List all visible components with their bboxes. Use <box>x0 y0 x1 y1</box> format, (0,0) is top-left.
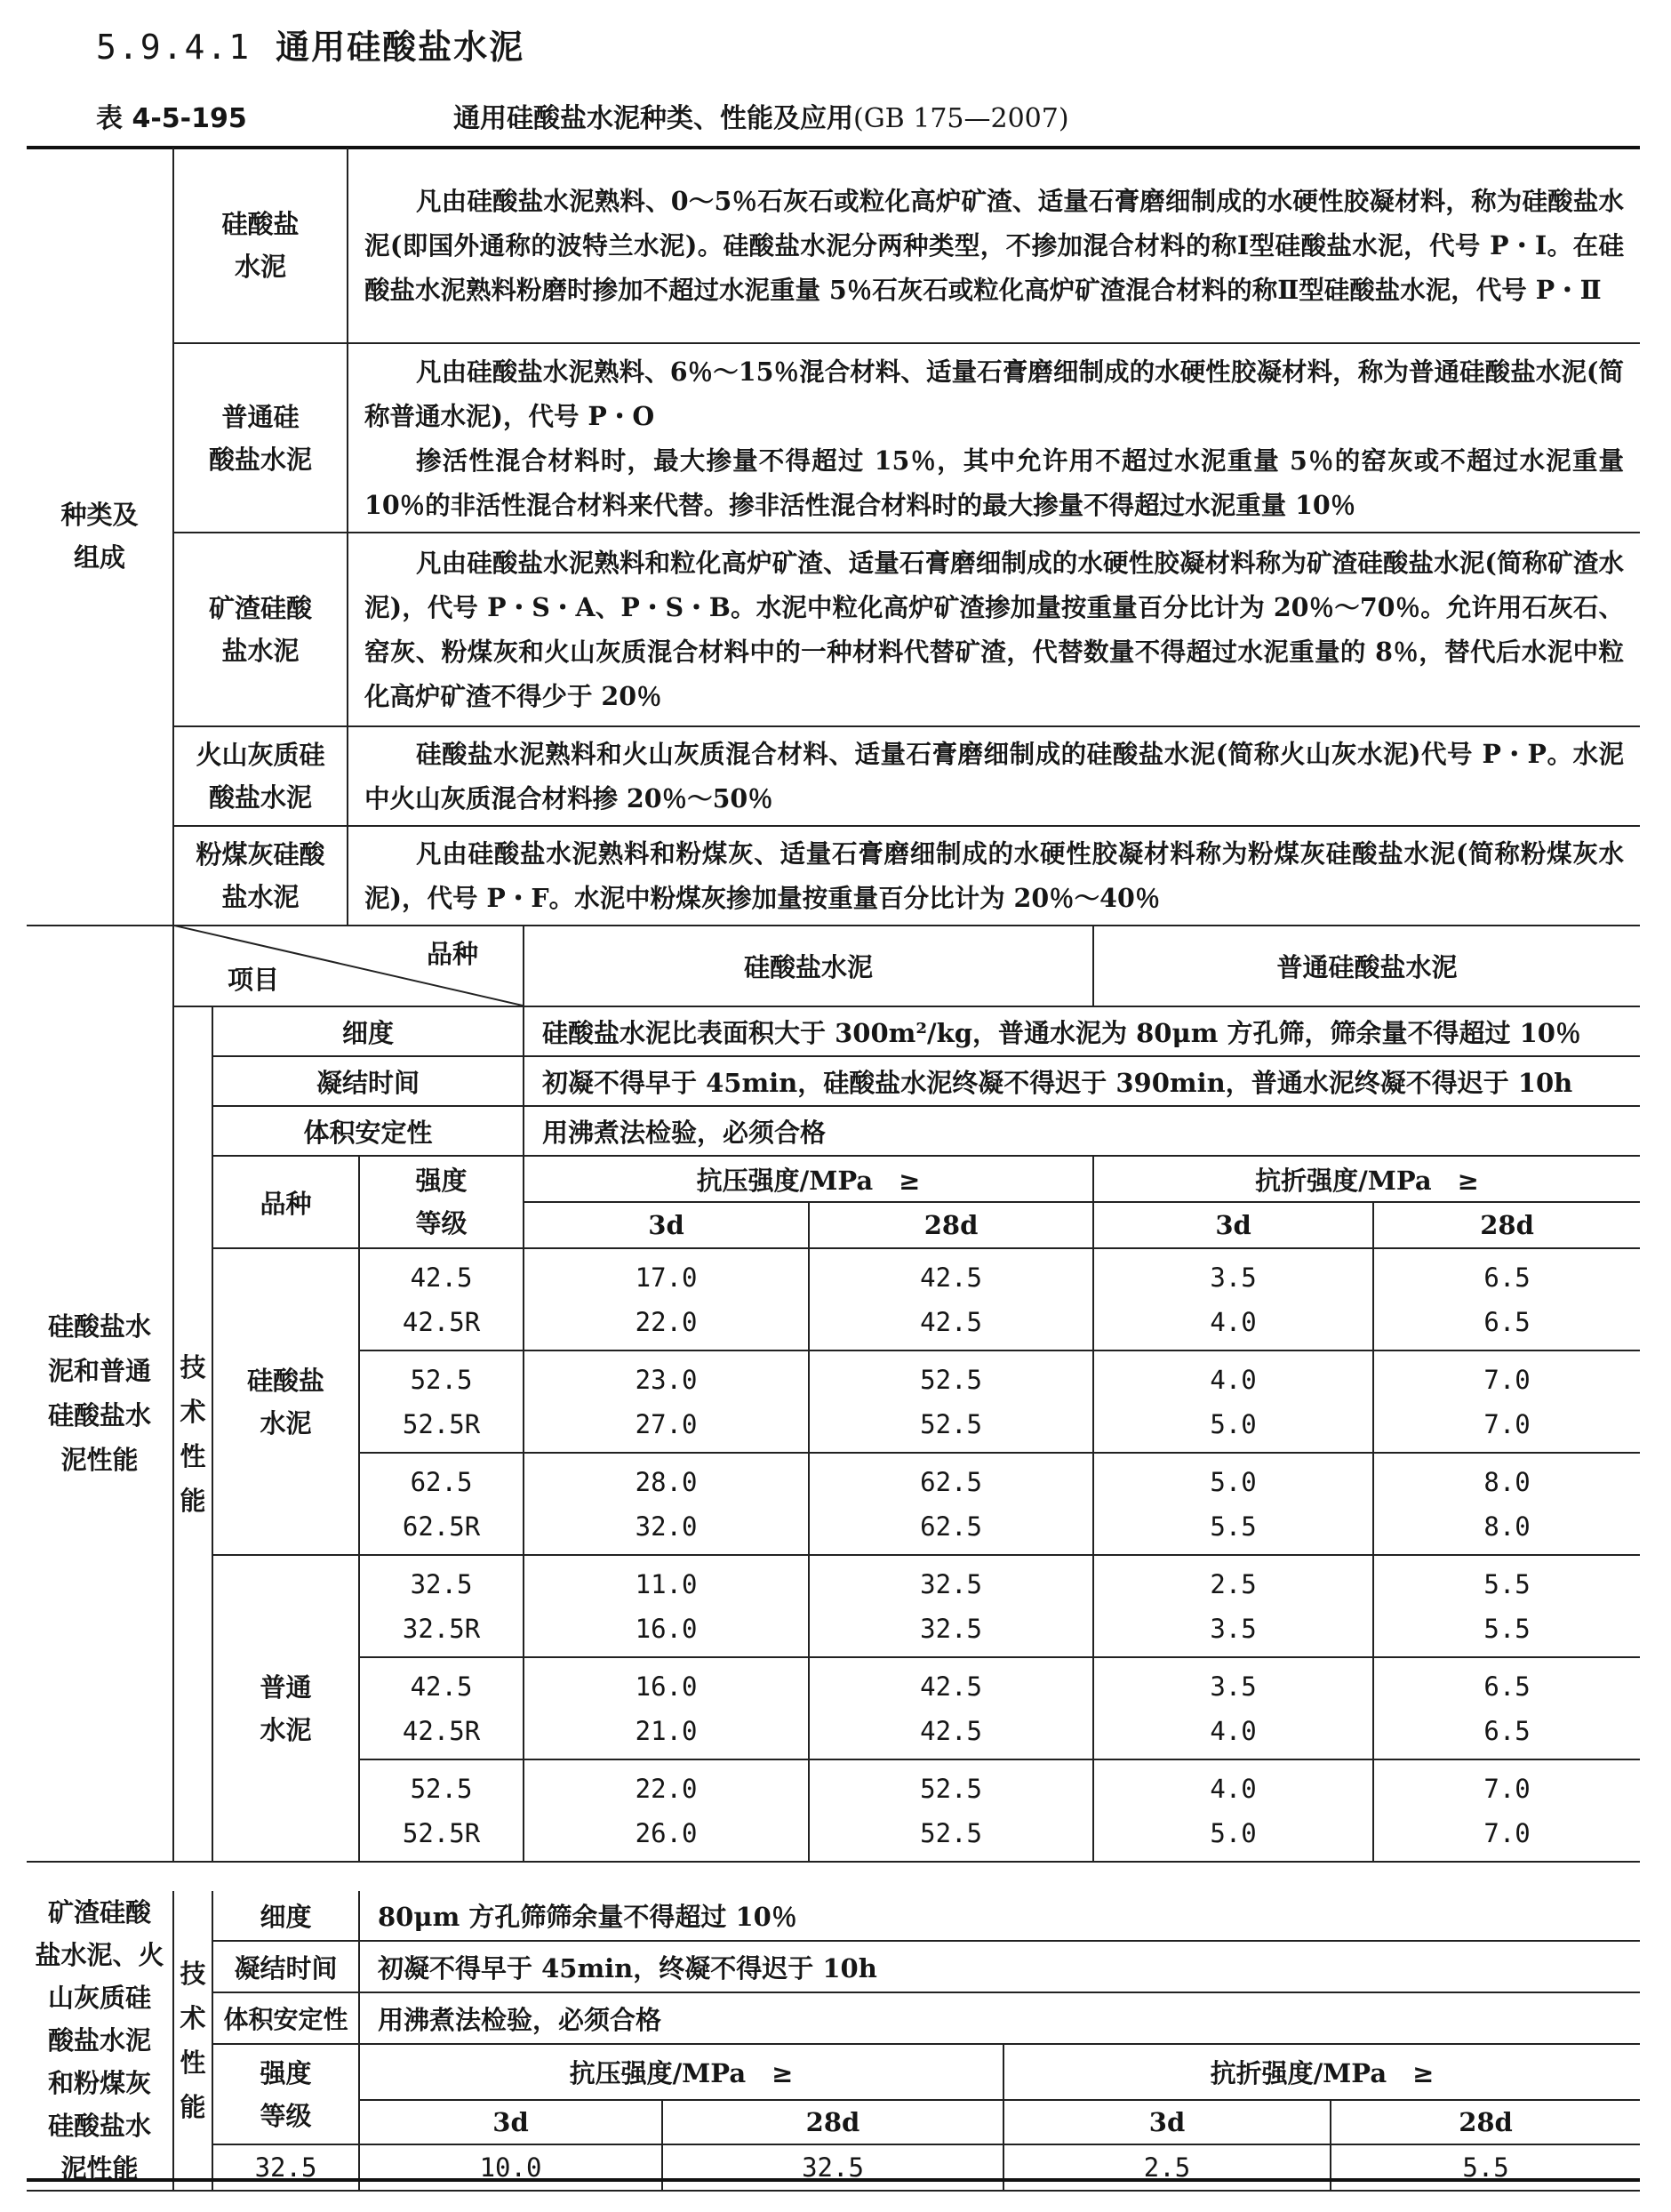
portland-ordinary-performance-table <box>27 926 1640 1863</box>
name-line: 盐水泥 <box>221 882 300 912</box>
compressive-3d <box>524 1350 809 1453</box>
types-composition-table <box>27 148 1640 926</box>
strength-grade <box>359 1657 524 1759</box>
value: 23.0 <box>635 1364 698 1395</box>
value: 6.5 <box>1483 1715 1531 1746</box>
variety-ordinary <box>212 1555 359 1862</box>
property-value: 初凝不得早于 45min，终凝不得迟于 10h <box>359 1941 1640 1992</box>
cement-type-description <box>348 148 1640 343</box>
value: 5.5 <box>1210 1511 1257 1542</box>
label-char: 技 <box>180 1959 206 1989</box>
label-line: 酸盐水泥 <box>47 2025 151 2056</box>
value: 7.0 <box>1483 1773 1531 1804</box>
value: 32.5R <box>402 1613 481 1644</box>
label-line: 硅酸盐水 <box>47 1311 151 1342</box>
value: 42.5R <box>402 1715 481 1746</box>
value: 5.0 <box>1210 1466 1257 1497</box>
label-line: 盐水泥、火 <box>35 1940 164 1970</box>
flexural-3d <box>1093 1759 1373 1862</box>
value: 5.5 <box>1483 1613 1531 1644</box>
value: 42.5R <box>402 1306 481 1337</box>
section-title: 通用硅酸盐水泥 <box>276 27 525 67</box>
cement-type-description <box>348 726 1640 826</box>
label-char: 能 <box>180 1486 206 1516</box>
variety-line: 水泥 <box>260 1714 312 1745</box>
column-ordinary: 普通硅酸盐水泥 <box>1093 926 1640 1006</box>
flexural-3d <box>1093 1248 1373 1350</box>
value: 52.5 <box>920 1408 982 1439</box>
cement-type-name <box>173 343 348 533</box>
section-heading <box>96 20 524 68</box>
description-paragraph: 掺活性混合材料时，最大掺量不得超过 15％，其中允许用不超过水泥重量 5％的窑灰或不超过水泥重量 10％的非活性混合材料来代替。掺非活性混合材料时的最大掺量不得超过水泥重量 10％ <box>364 445 1624 520</box>
grade-header <box>212 2044 359 2144</box>
diagonal-header-cell <box>173 926 524 1006</box>
label-line: 山灰质硅 <box>47 1983 151 2013</box>
grade-header-line: 等级 <box>260 2100 312 2131</box>
slag-pozzolana-flyash-label <box>27 1891 173 2191</box>
value: 6.5 <box>1483 1671 1531 1702</box>
value: 62.5 <box>920 1511 982 1542</box>
grade-header-line: 等级 <box>415 1208 468 1238</box>
value: 16.0 <box>635 1613 698 1644</box>
flexural-28d <box>1373 1657 1640 1759</box>
slag-pozzolana-flyash-performance-table <box>27 1891 1640 2192</box>
property-name: 细度 <box>212 1891 359 1941</box>
property-name: 凝结时间 <box>212 1941 359 1992</box>
value: 62.5 <box>410 1466 473 1497</box>
value: 52.5R <box>402 1817 481 1848</box>
table-bottom-rule <box>27 2178 1640 2182</box>
value: 52.5 <box>410 1773 473 1804</box>
diagonal-top-label: 品种 <box>427 939 479 969</box>
label-line: 矿渣硅酸 <box>47 1897 151 1927</box>
compressive-3d <box>524 1657 809 1759</box>
value: 42.5 <box>410 1671 473 1702</box>
variety-header: 品种 <box>212 1156 359 1248</box>
value: 4.0 <box>1210 1306 1257 1337</box>
property-value: 初凝不得早于 45min，硅酸盐水泥终凝不得迟于 390min，普通水泥终凝不得迟于 10h <box>524 1056 1640 1106</box>
value: 32.0 <box>635 1511 698 1542</box>
value: 32.5 <box>920 1613 982 1644</box>
compressive-28d <box>809 1657 1093 1759</box>
variety-line: 普通 <box>260 1671 312 1703</box>
value: 6.5 <box>1483 1306 1531 1337</box>
value: 42.5 <box>410 1262 473 1293</box>
tech-performance-label <box>173 1006 212 1862</box>
label-line: 和粉煤灰 <box>47 2068 151 2098</box>
property-name: 体积安定性 <box>212 1992 359 2044</box>
grade-header-line: 强度 <box>260 2057 312 2088</box>
value: 3.5 <box>1210 1613 1257 1644</box>
name-line: 盐水泥 <box>221 636 300 666</box>
compressive-3d <box>524 1453 809 1555</box>
label-line: 种类及 <box>60 500 139 530</box>
flexural-28d-header: 28d <box>1331 2100 1640 2144</box>
label-line: 硅酸盐水 <box>47 1400 151 1431</box>
name-line: 硅酸盐 <box>221 208 300 239</box>
cement-type-description <box>348 533 1640 726</box>
label-char: 技 <box>180 1352 206 1382</box>
flexural-28d: 5.5 <box>1331 2144 1640 2191</box>
portland-ordinary-performance-label <box>27 926 173 1862</box>
label-char: 性 <box>180 2048 206 2078</box>
flexural-3d <box>1093 1350 1373 1453</box>
value: 27.0 <box>635 1408 698 1439</box>
table-title-text: 通用硅酸盐水泥种类、性能及应用 <box>453 103 853 134</box>
compressive-3d-header: 3d <box>524 1202 809 1248</box>
flexural-3d-header: 3d <box>1003 2100 1331 2144</box>
value: 26.0 <box>635 1817 698 1848</box>
table-number: 表 4-5-195 <box>96 103 247 134</box>
value: 32.5 <box>920 1568 982 1599</box>
value: 52.5 <box>920 1773 982 1804</box>
value: 6.5 <box>1483 1262 1531 1293</box>
flexural-3d <box>1093 1555 1373 1657</box>
compressive-header: 抗压强度/MPa ≥ <box>359 2044 1003 2100</box>
value: 5.0 <box>1210 1408 1257 1439</box>
value: 3.5 <box>1210 1671 1257 1702</box>
label-char: 能 <box>180 2092 206 2122</box>
value: 16.0 <box>635 1671 698 1702</box>
column-portland: 硅酸盐水泥 <box>524 926 1093 1006</box>
name-line: 火山灰质硅 <box>196 740 325 770</box>
value: 52.5R <box>402 1408 481 1439</box>
property-value: 用沸煮法检验，必须合格 <box>524 1106 1640 1156</box>
compressive-28d-header: 28d <box>662 2100 1003 2144</box>
variety-portland <box>212 1248 359 1555</box>
table-title <box>453 96 1069 135</box>
label-line: 组成 <box>73 542 125 573</box>
name-line: 酸盐水泥 <box>208 782 312 813</box>
cement-type-name <box>173 826 348 926</box>
value: 17.0 <box>635 1262 698 1293</box>
property-value: 硅酸盐水泥比表面积大于 300m²/kg，普通水泥为 80μm 方孔筛，筛余量不得超过 10％ <box>524 1006 1640 1056</box>
compressive-3d-header: 3d <box>359 2100 662 2144</box>
value: 52.5 <box>410 1364 473 1395</box>
property-name: 凝结时间 <box>212 1056 524 1106</box>
label-line: 泥和普通 <box>47 1356 151 1386</box>
value: 2.5 <box>1210 1568 1257 1599</box>
value: 32.5 <box>410 1568 473 1599</box>
value: 22.0 <box>635 1306 698 1337</box>
value: 42.5 <box>920 1671 982 1702</box>
label-char: 术 <box>180 1397 206 1427</box>
flexural-28d <box>1373 1350 1640 1453</box>
compressive-28d <box>809 1759 1093 1862</box>
section-number: 5.9.4.1 <box>96 28 252 67</box>
flexural-3d-header: 3d <box>1093 1202 1373 1248</box>
value: 28.0 <box>635 1466 698 1497</box>
flexural-3d <box>1093 1657 1373 1759</box>
value: 4.0 <box>1210 1715 1257 1746</box>
description-paragraph: 凡由硅酸盐水泥熟料和粉煤灰、适量石膏磨细制成的水硬性胶凝材料称为粉煤灰硅酸盐水泥(简称粉煤灰水泥)，代号 P・F。水泥中粉煤灰掺加量按重量百分比计为 20％～40％ <box>364 838 1624 913</box>
value: 4.0 <box>1210 1773 1257 1804</box>
variety-line: 水泥 <box>260 1407 312 1439</box>
compressive-header: 抗压强度/MPa ≥ <box>524 1156 1093 1202</box>
compressive-3d <box>524 1555 809 1657</box>
property-name: 体积安定性 <box>212 1106 524 1156</box>
value: 5.0 <box>1210 1817 1257 1848</box>
value: 4.0 <box>1210 1364 1257 1395</box>
compressive-28d <box>809 1453 1093 1555</box>
value: 7.0 <box>1483 1364 1531 1395</box>
compressive-3d <box>524 1248 809 1350</box>
value: 22.0 <box>635 1773 698 1804</box>
name-line: 酸盐水泥 <box>208 444 312 475</box>
strength-grade <box>359 1555 524 1657</box>
name-line: 水泥 <box>234 251 286 282</box>
value: 5.5 <box>1483 1568 1531 1599</box>
grade-header <box>359 1156 524 1248</box>
property-value: 用沸煮法检验，必须合格 <box>359 1992 1640 2044</box>
strength-grade <box>359 1350 524 1453</box>
value: 62.5 <box>920 1466 982 1497</box>
label-char: 术 <box>180 2003 206 2033</box>
compressive-28d <box>809 1350 1093 1453</box>
compressive-28d <box>809 1248 1093 1350</box>
name-line: 矿渣硅酸 <box>208 593 312 623</box>
flexural-header: 抗折强度/MPa ≥ <box>1093 1156 1640 1202</box>
strength-grade <box>359 1248 524 1350</box>
value: 8.0 <box>1483 1511 1531 1542</box>
label-char: 性 <box>180 1441 206 1471</box>
cement-type-description <box>348 826 1640 926</box>
value: 3.5 <box>1210 1262 1257 1293</box>
strength-grade <box>359 1759 524 1862</box>
name-line: 普通硅 <box>221 401 300 432</box>
value: 42.5 <box>920 1306 982 1337</box>
compressive-3d <box>524 1759 809 1862</box>
label-line: 泥性能 <box>60 2153 139 2184</box>
value: 52.5 <box>920 1364 982 1395</box>
cement-type-description <box>348 343 1640 533</box>
value: 42.5 <box>920 1715 982 1746</box>
value: 7.0 <box>1483 1408 1531 1439</box>
label-line: 泥性能 <box>60 1445 139 1475</box>
strength-grade <box>359 1453 524 1555</box>
tech-performance-label <box>173 1891 212 2191</box>
value: 8.0 <box>1483 1466 1531 1497</box>
value: 62.5R <box>402 1511 481 1542</box>
strength-grade: 32.5 <box>212 2144 359 2191</box>
flexural-28d-header: 28d <box>1373 1202 1640 1248</box>
cement-type-name <box>173 148 348 343</box>
cement-type-name <box>173 533 348 726</box>
description-paragraph: 凡由硅酸盐水泥熟料、0～5％石灰石或粒化高炉矿渣、适量石膏磨细制成的水硬性胶凝材料，称为硅酸盐水泥(即国外通称的波特兰水泥)。硅酸盐水泥分两种类型，不掺加混合材料的称Ⅰ型硅酸盐水泥，代号 P・Ⅰ。在硅酸盐水泥熟料粉磨时掺加不超过水泥重量 5％石灰石或粒化高炉矿渣混合材料的称Ⅱ型硅酸盐水泥，代号 P・Ⅱ <box>364 185 1624 305</box>
grade-header-line: 强度 <box>415 1166 468 1196</box>
description-paragraph: 凡由硅酸盐水泥熟料、6％～15％混合材料、适量石膏磨细制成的水硬性胶凝材料，称为普通硅酸盐水泥(简称普通水泥)，代号 P・O <box>364 356 1624 431</box>
value: 11.0 <box>635 1568 698 1599</box>
variety-line: 硅酸盐 <box>246 1365 324 1396</box>
compressive-28d <box>809 1555 1093 1657</box>
table-standard: (GB 175—2007) <box>853 103 1069 134</box>
value: 21.0 <box>635 1715 698 1746</box>
flexural-3d: 2.5 <box>1003 2144 1331 2191</box>
value: 42.5 <box>920 1262 982 1293</box>
compressive-3d: 10.0 <box>359 2144 662 2191</box>
name-line: 粉煤灰硅酸 <box>196 839 325 870</box>
flexural-28d <box>1373 1248 1640 1350</box>
cement-type-name <box>173 726 348 826</box>
diagonal-bottom-label: 项目 <box>228 965 280 995</box>
property-value: 80μm 方孔筛筛余量不得超过 10％ <box>359 1891 1640 1941</box>
property-name: 细度 <box>212 1006 524 1056</box>
compressive-28d-header: 28d <box>809 1202 1093 1248</box>
flexural-28d <box>1373 1759 1640 1862</box>
description-paragraph: 硅酸盐水泥熟料和火山灰质混合材料、适量石膏磨细制成的硅酸盐水泥(简称火山灰水泥)代号 P・P。水泥中火山灰质混合材料掺 20％～50％ <box>364 739 1624 813</box>
flexural-header: 抗折强度/MPa ≥ <box>1003 2044 1640 2100</box>
flexural-3d <box>1093 1453 1373 1555</box>
description-paragraph: 凡由硅酸盐水泥熟料和粒化高炉矿渣、适量石膏磨细制成的水硬性胶凝材料称为矿渣硅酸盐水泥(简称矿渣水泥)，代号 P・S・A、P・S・B。水泥中粒化高炉矿渣掺加量按重量百分比计为 20％～70％。允许用石灰石、窑灰、粉煤灰和火山灰质混合材料中的一种材料代替矿渣，代替数量不得超过水泥重量的 8％，替代后水泥中粒化高炉矿渣不得少于 20％ <box>364 548 1624 711</box>
types-composition-label <box>27 148 173 926</box>
value: 52.5 <box>920 1817 982 1848</box>
flexural-28d <box>1373 1555 1640 1657</box>
label-line: 硅酸盐水 <box>47 2111 151 2141</box>
compressive-28d: 32.5 <box>662 2144 1003 2191</box>
flexural-28d <box>1373 1453 1640 1555</box>
value: 7.0 <box>1483 1817 1531 1848</box>
